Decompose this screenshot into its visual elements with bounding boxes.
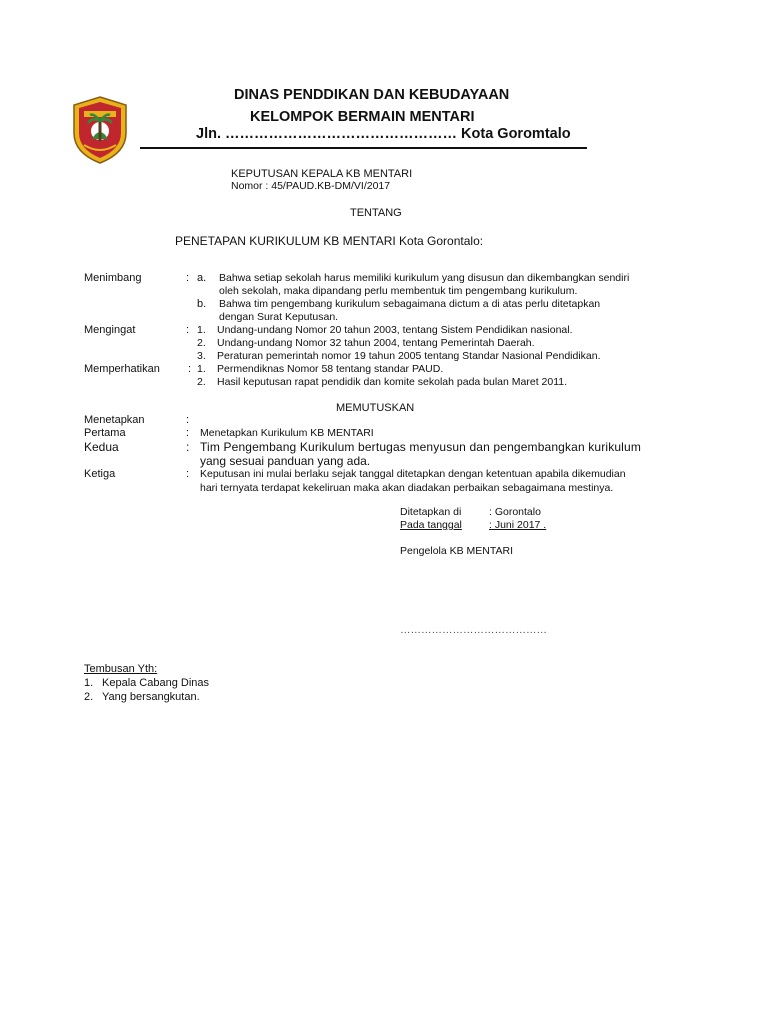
memperhatikan-item-num: 2.	[197, 376, 206, 388]
memperhatikan-item-text: Hasil keputusan rapat pendidik dan komite sekolah pada bulan Maret 2011.	[217, 376, 568, 388]
tembusan-item-text: Yang bersangkutan.	[102, 691, 200, 703]
signature-line: ……………………………………	[400, 624, 547, 636]
memutuskan-heading: MEMUTUSKAN	[336, 402, 415, 414]
pertama-label: Pertama	[84, 427, 126, 439]
menimbang-a-line1: Bahwa setiap sekolah harus memiliki kurikulum yang disusun dan dikembangkan sendiri	[219, 272, 630, 284]
menimbang-b-marker: b.	[197, 298, 207, 310]
mengingat-item-text: Undang-undang Nomor 32 tahun 2004, tentang Pemerintah Daerah.	[217, 337, 535, 349]
menimbang-label: Menimbang	[84, 272, 142, 284]
ditetapkan-label: Ditetapkan di	[400, 506, 462, 518]
ketiga-line2: hari ternyata terdapat kekeliruan maka akan diadakan perbaikan sebagaimana mestinya.	[200, 482, 614, 494]
tembusan-title: Tembusan Yth:	[84, 663, 158, 675]
ketiga-label: Ketiga	[84, 468, 116, 480]
kedua-label: Kedua	[84, 440, 119, 454]
ketiga-line1: Keputusan ini mulai berlaku sejak tanggal ditetapkan dengan ketentuan apabila dikemudian	[200, 468, 626, 480]
menimbang-b-line1: Bahwa tim pengembang kurikulum sebagaimana dictum a di atas perlu ditetapkan	[219, 298, 601, 310]
decree-title: KEPUTUSAN KEPALA KB MENTARI	[231, 168, 413, 180]
menetapkan-label: Menetapkan	[84, 414, 145, 426]
menimbang-a-marker: a.	[197, 272, 207, 284]
mengingat-item-num: 2.	[197, 337, 206, 349]
memperhatikan-item-text: Permendiknas Nomor 58 tentang standar PAUD.	[217, 363, 444, 375]
tembusan-item-text: Kepala Cabang Dinas	[102, 677, 210, 689]
decree-subject: PENETAPAN KURIKULUM KB MENTARI Kota Gorontalo:	[175, 234, 484, 248]
tentang-heading: TENTANG	[350, 207, 402, 219]
header-address: Jln. ………………………………………… Kota Goromtalo	[196, 126, 571, 142]
menimbang-colon: :	[186, 272, 190, 284]
ketiga-colon: :	[186, 468, 190, 480]
memperhatikan-colon: :	[188, 363, 192, 375]
mengingat-item-num: 1.	[197, 324, 206, 336]
menimbang-b-line2: dengan Surat Keputusan.	[219, 311, 339, 323]
kedua-colon: :	[186, 440, 190, 454]
header-school: KELOMPOK BERMAIN MENTARI	[250, 109, 475, 125]
header-agency: DINAS PENDDIKAN DAN KEBUDAYAAN	[234, 87, 510, 103]
mengingat-label: Mengingat	[84, 324, 136, 336]
pertama-colon: :	[186, 427, 190, 439]
signatory-role: Pengelola KB MENTARI	[400, 545, 514, 557]
memperhatikan-label: Memperhatikan	[84, 363, 160, 375]
menimbang-a-line2: oleh sekolah, maka dipandang perlu membentuk tim pengembang kurikulum.	[219, 285, 578, 297]
mengingat-item-num: 3.	[197, 350, 206, 362]
kedua-line1: Tim Pengembang Kurikulum bertugas menyusun dan pengembangkan kurikulum	[200, 440, 641, 454]
coat-of-arms-logo	[70, 95, 130, 165]
decree-number: Nomor : 45/PAUD.KB-DM/VI/2017	[231, 180, 391, 192]
tanggal-label: Pada tanggal	[400, 519, 462, 531]
header-divider	[140, 147, 587, 149]
mengingat-colon: :	[186, 324, 190, 336]
tanggal-value: : Juni 2017 .	[489, 519, 547, 531]
menetapkan-colon: :	[186, 414, 190, 426]
kedua-line2: yang sesuai panduan yang ada.	[200, 454, 371, 468]
pertama-text: Menetapkan Kurikulum KB MENTARI	[200, 427, 374, 439]
tembusan-item-num: 2.	[84, 691, 94, 703]
tembusan-item-num: 1.	[84, 677, 94, 689]
mengingat-item-text: Undang-undang Nomor 20 tahun 2003, tentang Sistem Pendidikan nasional.	[217, 324, 573, 336]
memperhatikan-item-num: 1.	[197, 363, 206, 375]
ditetapkan-value: : Gorontalo	[489, 506, 541, 518]
mengingat-item-text: Peraturan pemerintah nomor 19 tahun 2005 tentang Standar Nasional Pendidikan.	[217, 350, 601, 362]
